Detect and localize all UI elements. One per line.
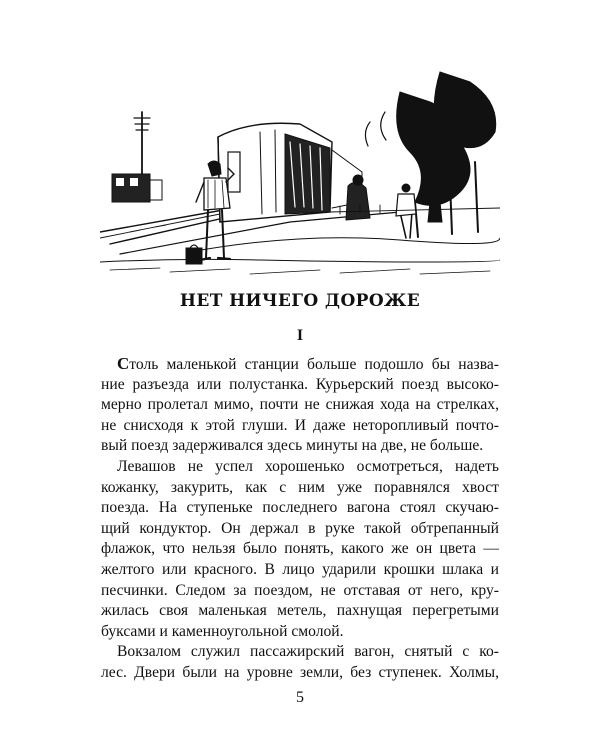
text-line: вый поезд задерживался здесь минуты на две, не больше. <box>101 437 484 455</box>
text-line: не снисходя к этой глуши. И даже неторопливый почто- <box>101 416 499 434</box>
body-text <box>101 354 499 684</box>
text-line: ние разъезда или полустанка. Курьерский поезд высоко- <box>101 375 499 393</box>
paragraph-2 <box>101 457 499 642</box>
text-line: жилась своя маленькая метель, пахнущая перегретыми <box>101 602 499 620</box>
paragraph-1 <box>101 354 499 457</box>
text-line: Левашов не успел хорошенько осмотреться, надеть <box>117 457 499 475</box>
text-line: желтого или красного. В лицо ударили крошки шлака и <box>101 560 499 578</box>
page-number: 5 <box>296 689 304 706</box>
text-line: щий кондуктор. Он держал в руке такой обтрепанный <box>101 519 499 537</box>
text-line: поезда. На ступеньке последнего вагона стоял скучаю- <box>101 499 499 517</box>
railway-station-illustration-icon <box>100 62 500 284</box>
text-line: песчинки. Следом за поездом, не отставая от него, кру- <box>101 581 499 599</box>
chapter-title: НЕТ НИЧЕГО ДОРОЖЕ <box>179 291 421 311</box>
text-line: флажок, что нельзя было понять, какого же он цвета — <box>101 540 499 558</box>
initial-letter: С <box>117 354 130 373</box>
chapter-number: I <box>296 327 304 344</box>
paragraph-3 <box>101 642 499 683</box>
text-line: Вокзалом служил пассажирский вагон, снятый с ко- <box>117 643 499 661</box>
text-line: кожанку, закурить, как с ним уже поравнялся хвост <box>101 478 499 496</box>
text-line: лес. Двери были на уровне земли, без ступенек. Холмы, <box>101 663 499 681</box>
text-line: буксами и каменноугольной смолой. <box>101 622 344 640</box>
text-line: мерно пролетал мимо, почти не снижая хода на стрелках, <box>101 396 499 414</box>
text-line: Столь маленькой станции больше подошло бы назва- <box>117 354 499 373</box>
